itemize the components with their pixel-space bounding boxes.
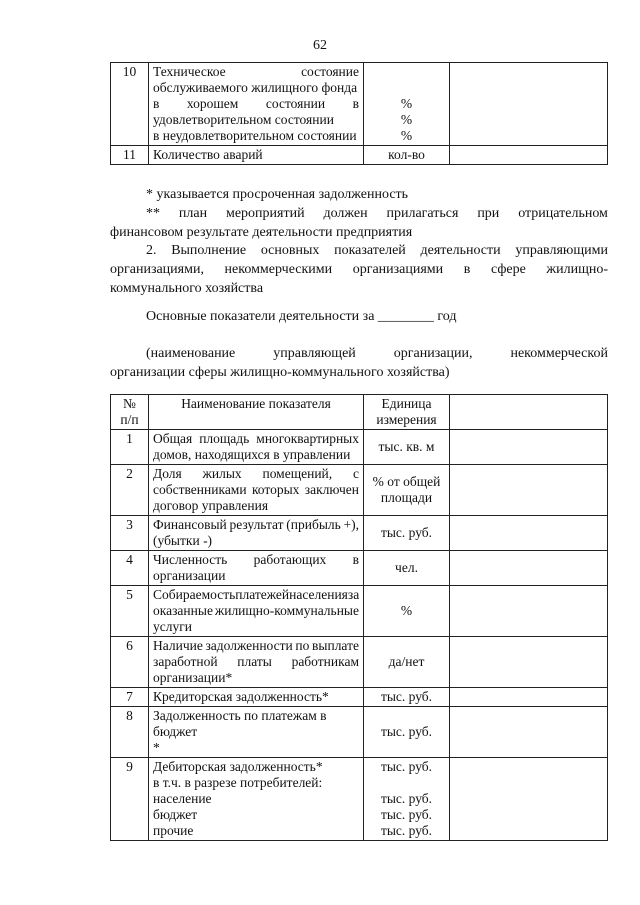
table-row bbox=[111, 146, 608, 165]
word: Задолженность по платежам в бюджет bbox=[153, 708, 327, 739]
word: выплате bbox=[312, 638, 359, 653]
name-line bbox=[153, 740, 359, 756]
word: организации bbox=[153, 568, 226, 583]
name-line: в неудовлетворительном состоянии bbox=[153, 128, 357, 143]
word: населения bbox=[289, 587, 348, 602]
word: мероприятий bbox=[225, 206, 305, 221]
row-number: 11 bbox=[111, 146, 149, 165]
section-2-paragraph bbox=[110, 241, 608, 298]
name-line bbox=[153, 775, 359, 791]
row-number: 4 bbox=[111, 551, 149, 586]
value-cell[interactable] bbox=[450, 465, 608, 516]
word: 2. bbox=[146, 243, 157, 258]
text-line bbox=[110, 204, 608, 223]
name-line bbox=[153, 64, 359, 80]
name-line bbox=[153, 533, 359, 549]
header-text: Единица bbox=[381, 396, 432, 411]
word: собственниками bbox=[153, 482, 247, 497]
word: жилищно- bbox=[546, 262, 608, 277]
table-row bbox=[111, 637, 608, 688]
word: план bbox=[178, 206, 208, 221]
unit-cell bbox=[364, 516, 450, 551]
name-line bbox=[153, 654, 359, 670]
word: оказанные bbox=[153, 603, 213, 618]
name-line: удовлетворительном состоянии bbox=[153, 112, 334, 127]
word: организации, bbox=[393, 346, 473, 361]
unit-line: тыс. руб. bbox=[380, 689, 433, 704]
unit-cell bbox=[364, 430, 450, 465]
row-number: 2 bbox=[111, 465, 149, 516]
text-line bbox=[110, 260, 608, 279]
row-number: 6 bbox=[111, 637, 149, 688]
unit-line: площади bbox=[380, 490, 433, 505]
name-line bbox=[153, 619, 359, 635]
table-row bbox=[111, 707, 608, 758]
table-header-row bbox=[111, 395, 608, 430]
unit-line: тыс. руб. bbox=[380, 791, 433, 806]
unit-line: тыс. кв. м bbox=[378, 439, 435, 454]
indicator-name bbox=[149, 465, 364, 516]
word: Численность bbox=[153, 552, 228, 567]
word: в bbox=[463, 262, 471, 277]
word: заработной bbox=[153, 654, 218, 669]
indicator-name bbox=[149, 516, 364, 551]
word: ** bbox=[146, 206, 160, 221]
unit-cell bbox=[364, 551, 450, 586]
indicator-name bbox=[149, 688, 364, 707]
row-number: 9 bbox=[111, 758, 149, 841]
word: помещений, bbox=[262, 466, 333, 481]
word: Общая bbox=[153, 431, 193, 446]
word: которых bbox=[251, 482, 300, 497]
unit-line: тыс. руб. bbox=[380, 724, 433, 739]
word: организации* bbox=[153, 670, 233, 685]
header-name: Наименование показателя bbox=[149, 395, 364, 430]
unit-line: % bbox=[400, 112, 413, 127]
unit-line bbox=[368, 80, 445, 96]
header-text: измерения bbox=[376, 412, 437, 427]
word: некоммерческими bbox=[224, 262, 333, 277]
name-line bbox=[153, 689, 359, 705]
word: деятельности bbox=[420, 243, 501, 258]
header-text: п/п bbox=[120, 412, 139, 427]
word: состояние bbox=[301, 64, 359, 79]
word: по bbox=[295, 638, 310, 653]
word: (наименование bbox=[146, 346, 236, 361]
unit-line: чел. bbox=[395, 560, 418, 575]
name-line bbox=[153, 96, 359, 112]
value-cell[interactable] bbox=[450, 637, 608, 688]
text-line: финансовом результате деятельности предприятия bbox=[110, 225, 413, 240]
unit-cell bbox=[364, 758, 450, 841]
word: управляющими bbox=[515, 243, 608, 258]
word: Финансовый bbox=[153, 517, 227, 532]
unit-cell bbox=[364, 637, 450, 688]
word: договор управления bbox=[153, 498, 269, 513]
word: должен bbox=[323, 206, 368, 221]
indicator-name: Количество аварий bbox=[149, 146, 364, 165]
unit-cell bbox=[364, 688, 450, 707]
name-line bbox=[153, 466, 359, 482]
value-cell[interactable] bbox=[450, 586, 608, 637]
indicator-name bbox=[149, 758, 364, 841]
name-line bbox=[153, 603, 359, 619]
indicators-title: Основные показатели деятельности за ________ год bbox=[146, 309, 457, 324]
unit-cell bbox=[364, 465, 450, 516]
word: работникам bbox=[291, 654, 359, 669]
name-line bbox=[153, 431, 359, 447]
unit-line: тыс. руб. bbox=[380, 759, 433, 774]
unit-line bbox=[368, 775, 445, 791]
name-line bbox=[153, 498, 359, 514]
value-cell[interactable] bbox=[450, 551, 608, 586]
word: площадь bbox=[199, 431, 250, 446]
indicator-name bbox=[149, 63, 364, 146]
word: прилагаться bbox=[386, 206, 459, 221]
word: организациями, bbox=[110, 262, 204, 277]
name-line bbox=[153, 708, 359, 740]
word: за bbox=[347, 587, 360, 602]
word: задолженности bbox=[205, 638, 293, 653]
unit-line: тыс. руб. bbox=[380, 807, 433, 822]
name-line bbox=[153, 638, 359, 654]
indicator-name bbox=[149, 637, 364, 688]
word: Кредиторская задолженность* bbox=[153, 689, 329, 704]
word: хорошем bbox=[186, 96, 239, 111]
indicators-table bbox=[110, 394, 608, 841]
value-cell[interactable] bbox=[450, 758, 608, 841]
row-number: 5 bbox=[111, 586, 149, 637]
word: в т.ч. в разрезе потребителей: bbox=[153, 775, 323, 790]
header-text: № bbox=[123, 396, 136, 411]
table-row bbox=[111, 63, 608, 146]
name-line bbox=[153, 482, 359, 498]
indicator-name bbox=[149, 586, 364, 637]
indicator-name bbox=[149, 707, 364, 758]
name-line bbox=[153, 759, 359, 775]
word: население bbox=[153, 791, 212, 806]
word: многоквартирных bbox=[256, 431, 359, 446]
table-row bbox=[111, 516, 608, 551]
word: домов, находящихся в управлении bbox=[153, 447, 351, 462]
word: +), bbox=[343, 517, 359, 532]
row-number: 3 bbox=[111, 516, 149, 551]
word: сфере bbox=[490, 262, 526, 277]
organization-caption bbox=[110, 344, 608, 382]
unit-line: % bbox=[400, 128, 413, 143]
page-number: 62 bbox=[313, 38, 327, 53]
table-row bbox=[111, 586, 608, 637]
unit-line bbox=[368, 64, 445, 80]
word: состоянии bbox=[265, 96, 326, 111]
name-line bbox=[153, 807, 359, 823]
value-cell[interactable] bbox=[450, 707, 608, 758]
word: платы bbox=[237, 654, 272, 669]
word: показателей bbox=[334, 243, 406, 258]
text-line bbox=[110, 344, 608, 363]
value-cell[interactable] bbox=[450, 516, 608, 551]
indicator-name bbox=[149, 430, 364, 465]
table-row bbox=[111, 758, 608, 841]
unit-line: тыс. руб. bbox=[380, 823, 433, 838]
word: Наличие bbox=[153, 638, 203, 653]
footnote-2 bbox=[110, 204, 608, 242]
word: в bbox=[352, 96, 359, 111]
header-value bbox=[450, 395, 608, 430]
table-row bbox=[111, 688, 608, 707]
name-line bbox=[153, 447, 359, 463]
name-line bbox=[153, 568, 359, 584]
word: жилищно-коммунальные bbox=[214, 603, 359, 618]
name-line bbox=[153, 670, 359, 686]
unit-line: да/нет bbox=[388, 654, 425, 669]
word: отрицательном bbox=[518, 206, 608, 221]
word: работающих bbox=[253, 552, 327, 567]
unit-line: тыс. руб. bbox=[380, 525, 433, 540]
word: в bbox=[352, 552, 359, 567]
value-cell[interactable] bbox=[450, 63, 608, 146]
name-line: обслуживаемого жилищного фонда bbox=[153, 80, 358, 95]
header-num bbox=[111, 395, 149, 430]
word: результат bbox=[229, 517, 284, 532]
text-line: коммунального хозяйства bbox=[110, 281, 264, 296]
word: жилых bbox=[202, 466, 242, 481]
word: * bbox=[153, 740, 160, 755]
value-cell[interactable] bbox=[450, 688, 608, 707]
text-line bbox=[110, 241, 608, 260]
word: Доля bbox=[153, 466, 182, 481]
unit-line: % от общей bbox=[372, 474, 441, 489]
word: бюджет bbox=[153, 807, 198, 822]
unit-cell: кол-во bbox=[364, 146, 450, 165]
table-row bbox=[111, 465, 608, 516]
text-line: организации сферы жилищно-коммунального хозяйства) bbox=[110, 365, 450, 380]
value-cell[interactable] bbox=[450, 430, 608, 465]
word: основных bbox=[260, 243, 320, 258]
unit-line: % bbox=[400, 96, 413, 111]
word: (прибыль bbox=[286, 517, 341, 532]
unit-cell bbox=[364, 63, 450, 146]
word: услуги bbox=[153, 619, 192, 634]
indicator-name bbox=[149, 551, 364, 586]
row-number: 7 bbox=[111, 688, 149, 707]
unit-line: % bbox=[400, 603, 413, 618]
word: прочие bbox=[153, 823, 194, 838]
word: управляющей bbox=[273, 346, 356, 361]
unit-cell bbox=[364, 586, 450, 637]
header-unit bbox=[364, 395, 450, 430]
word: организациями bbox=[352, 262, 444, 277]
row-number: 1 bbox=[111, 430, 149, 465]
word: платежей bbox=[235, 587, 290, 602]
name-line bbox=[153, 517, 359, 533]
top-table bbox=[110, 62, 608, 165]
name-line bbox=[153, 587, 359, 603]
word: с bbox=[352, 466, 359, 481]
word: в bbox=[153, 96, 160, 111]
name-line bbox=[153, 552, 359, 568]
word: (убытки -) bbox=[153, 533, 213, 548]
word: Техническое bbox=[153, 64, 226, 79]
word: заключен bbox=[304, 482, 359, 497]
name-line bbox=[153, 791, 359, 807]
word: некоммерческой bbox=[510, 346, 608, 361]
word: Выполнение bbox=[171, 243, 247, 258]
row-number: 8 bbox=[111, 707, 149, 758]
row-number: 10 bbox=[111, 63, 149, 146]
footnote-1: * указывается просроченная задолженность bbox=[146, 187, 409, 202]
word: при bbox=[477, 206, 500, 221]
unit-cell bbox=[364, 707, 450, 758]
table-row bbox=[111, 551, 608, 586]
table-row bbox=[111, 430, 608, 465]
value-cell[interactable] bbox=[450, 146, 608, 165]
word: Дебиторская задолженность* bbox=[153, 759, 323, 774]
word: Собираемость bbox=[153, 587, 236, 602]
name-line bbox=[153, 823, 359, 839]
